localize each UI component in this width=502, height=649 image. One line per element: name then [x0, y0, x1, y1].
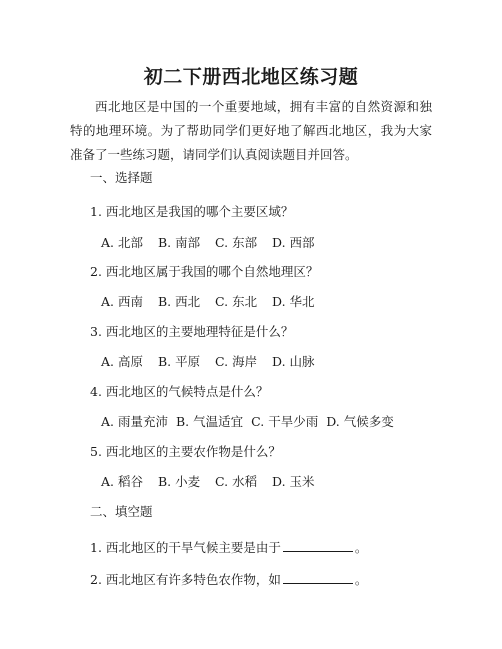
question-5: 5. 西北地区的主要农作物是什么？ [90, 444, 281, 459]
fill-question-2-text: 2. 西北地区有许多特色农作物，如 [90, 572, 281, 587]
fill-question-2-end: 。 [354, 572, 368, 587]
option-b: B. 西北 [158, 294, 201, 309]
option-d: D. 山脉 [272, 354, 315, 369]
answer-blank [283, 539, 353, 552]
question-4: 4. 西北地区的气候特点是什么？ [90, 384, 269, 399]
option-c: C. 干旱少雨 [251, 414, 319, 429]
option-c: C. 东部 [215, 235, 258, 250]
fill-question-1 [90, 538, 367, 556]
answer-blank [283, 571, 353, 584]
option-a: A. 北部 [101, 235, 143, 250]
option-a: A. 高原 [101, 354, 143, 369]
question-4-options [101, 412, 402, 430]
option-a: A. 稻谷 [101, 474, 143, 489]
option-c: C. 水稻 [215, 474, 258, 489]
fill-question-1-end: 。 [354, 540, 368, 555]
option-a: A. 西南 [101, 294, 143, 309]
question-5-options [101, 472, 329, 490]
question-1: 1. 西北地区是我国的哪个主要区域？ [90, 204, 294, 219]
option-d: D. 气候多变 [326, 414, 394, 429]
option-b: B. 南部 [158, 235, 201, 250]
intro-paragraph: 西北地区是中国的一个重要地域，拥有丰富的自然资源和独特的地理环境。为了帮助同学们更好地了解西北地区，我为大家准备了一些练习题，请同学们认真阅读题目并回答。 [70, 99, 432, 162]
question-1-options [101, 233, 329, 251]
option-c: C. 海岸 [215, 354, 258, 369]
option-a: A. 雨量充沛 [101, 414, 168, 429]
fill-question-2 [90, 570, 367, 588]
question-3: 3. 西北地区的主要地理特征是什么？ [90, 324, 294, 339]
option-d: D. 西部 [272, 235, 315, 250]
option-c: C. 东北 [215, 294, 258, 309]
option-d: D. 玉米 [272, 474, 315, 489]
section-heading-fill: 二、填空题 [90, 504, 153, 519]
question-2-options [101, 292, 329, 310]
section-heading-choice: 一、选择题 [90, 170, 153, 185]
option-b: B. 气温适宜 [175, 414, 244, 429]
option-d: D. 华北 [272, 294, 315, 309]
fill-question-1-text: 1. 西北地区的干旱气候主要是由于 [90, 540, 281, 555]
page-title: 初二下册西北地区练习题 [143, 66, 359, 88]
option-b: B. 平原 [158, 354, 201, 369]
option-b: B. 小麦 [158, 474, 201, 489]
question-2: 2. 西北地区属于我国的哪个自然地理区？ [90, 264, 319, 279]
question-3-options [101, 352, 329, 370]
